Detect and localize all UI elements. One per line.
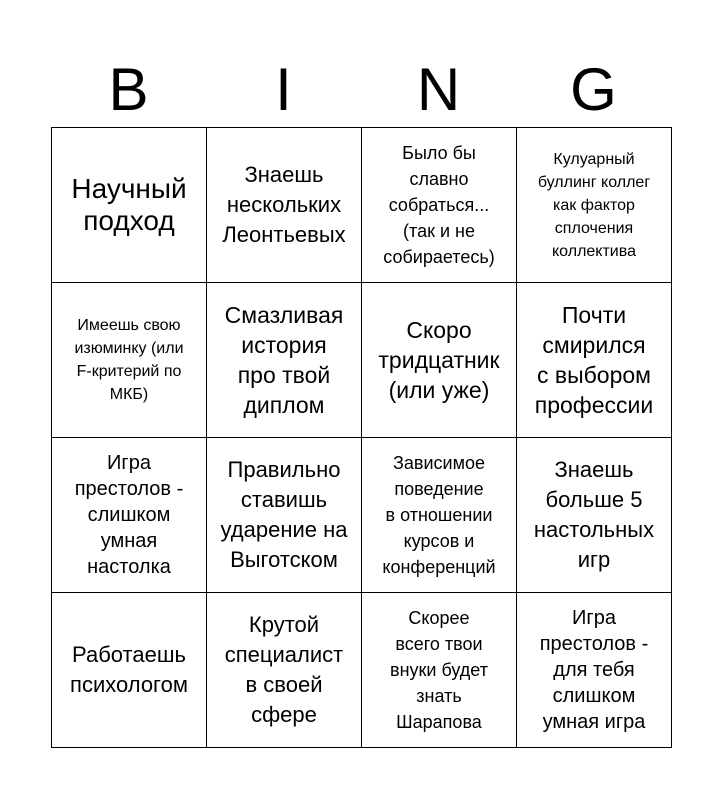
cell-text: Работаешь психологом	[70, 642, 188, 697]
cell-text: Игра престолов - для тебя слишком умная игра	[539, 607, 649, 733]
bingo-cell-1-2[interactable]	[207, 128, 362, 283]
bingo-cell-4-2[interactable]	[207, 593, 362, 748]
bingo-cell-2-1[interactable]	[52, 283, 207, 438]
bingo-cell-3-1[interactable]	[52, 438, 207, 593]
cell-text: Скорее всего твои внуки будет знать Шарапова	[390, 608, 488, 732]
bingo-cell-3-2[interactable]	[207, 438, 362, 593]
bingo-cell-2-3[interactable]	[362, 283, 517, 438]
bingo-cell-3-3[interactable]	[362, 438, 517, 593]
cell-text: Кулуарный буллинг коллег как фактор сплочения коллектива	[537, 150, 651, 260]
header-letter-g: G	[570, 56, 617, 123]
cell-text: Скоро тридцатник (или уже)	[378, 317, 500, 403]
cell-text: Почти смирился с выбором профессии	[534, 302, 654, 418]
bingo-cell-4-4[interactable]	[517, 593, 672, 748]
cell-text: Смазливая история про твой диплом	[224, 302, 344, 418]
cell-text: Зависимое поведение в отношении курсов и конференций	[382, 453, 496, 577]
cell-text: Было бы славно собраться... (так и не собираетесь)	[383, 143, 495, 267]
header-letter-i: I	[275, 56, 292, 123]
header-letter-b: B	[108, 56, 149, 123]
cell-text: Научный подход	[71, 173, 187, 236]
cell-text: Игра престолов - слишком умная настолка	[74, 452, 184, 578]
bingo-cell-1-4[interactable]	[517, 128, 672, 283]
bingo-cell-2-4[interactable]	[517, 283, 672, 438]
bingo-cell-4-1[interactable]	[52, 593, 207, 748]
cell-text: Крутой специалист в своей сфере	[224, 612, 344, 727]
bingo-cell-4-3[interactable]	[362, 593, 517, 748]
cell-text: Правильно ставишь ударение на Выготском	[220, 457, 348, 572]
bingo-cell-2-2[interactable]	[207, 283, 362, 438]
header-letter-n: N	[416, 56, 461, 123]
bingo-cell-3-4[interactable]	[517, 438, 672, 593]
cell-text: Имеешь свою изюминку (или F-критерий по МКБ)	[74, 317, 184, 403]
cell-text: Знаешь больше 5 настольных игр	[533, 457, 655, 572]
bingo-header	[51, 52, 671, 128]
bingo-cell-1-3[interactable]	[362, 128, 517, 283]
cell-text: Знаешь нескольких Леонтьевых	[222, 162, 346, 247]
bingo-cell-1-1[interactable]	[52, 128, 207, 283]
bingo-grid	[51, 127, 672, 748]
